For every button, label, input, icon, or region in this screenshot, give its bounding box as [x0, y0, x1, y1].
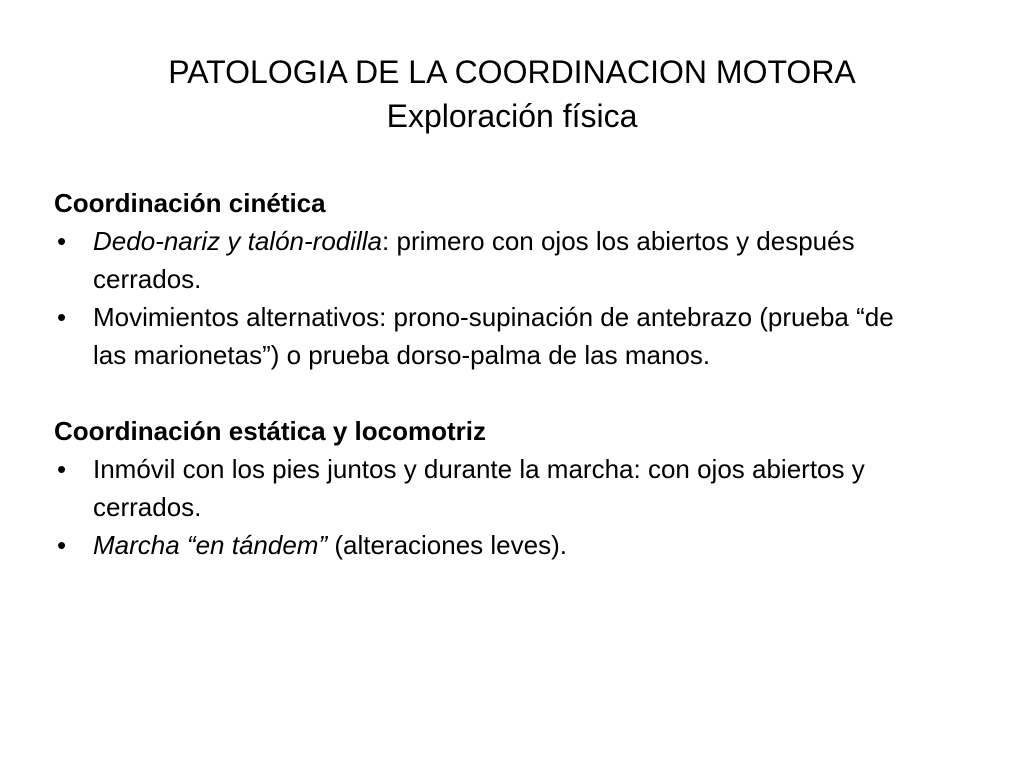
- bullet-item: [54, 450, 934, 526]
- bullet-icon: •: [57, 530, 67, 560]
- section-heading: Coordinación cinética: [54, 188, 326, 218]
- slide-subtitle: Exploración física: [386, 98, 638, 134]
- bullet-item: [54, 298, 934, 374]
- bullet-text: : primero con ojos los abiertos y después cerrados.: [93, 226, 855, 294]
- bullet-list: [54, 450, 934, 564]
- bullet-list: [54, 222, 934, 374]
- bullet-italic-text: Dedo-nariz y talón-rodilla: [93, 226, 383, 256]
- section-heading: Coordinación estática y locomotriz: [54, 416, 486, 446]
- slide-title-block: [0, 50, 1024, 138]
- slide-title: PATOLOGIA DE LA COORDINACION MOTORA: [168, 54, 856, 90]
- bullet-icon: •: [57, 454, 67, 484]
- bullet-icon: •: [57, 226, 67, 256]
- bullet-text: Inmóvil con los pies juntos y durante la marcha: con ojos abiertos y cerrados.: [93, 454, 865, 522]
- bullet-icon: •: [57, 302, 67, 332]
- bullet-text: (alteraciones leves).: [327, 530, 567, 560]
- section-kinetic-coordination: [54, 184, 934, 374]
- bullet-italic-text: Marcha “en tándem”: [93, 530, 328, 560]
- bullet-item: [54, 222, 934, 298]
- bullet-text: Movimientos alternativos: prono-supinación de antebrazo (prueba “de las marionetas”) o prueba dorso-palma de las manos.: [93, 302, 894, 370]
- section-static-locomotor-coordination: [54, 412, 934, 564]
- bullet-item: [54, 526, 934, 564]
- slide-content: [54, 184, 934, 602]
